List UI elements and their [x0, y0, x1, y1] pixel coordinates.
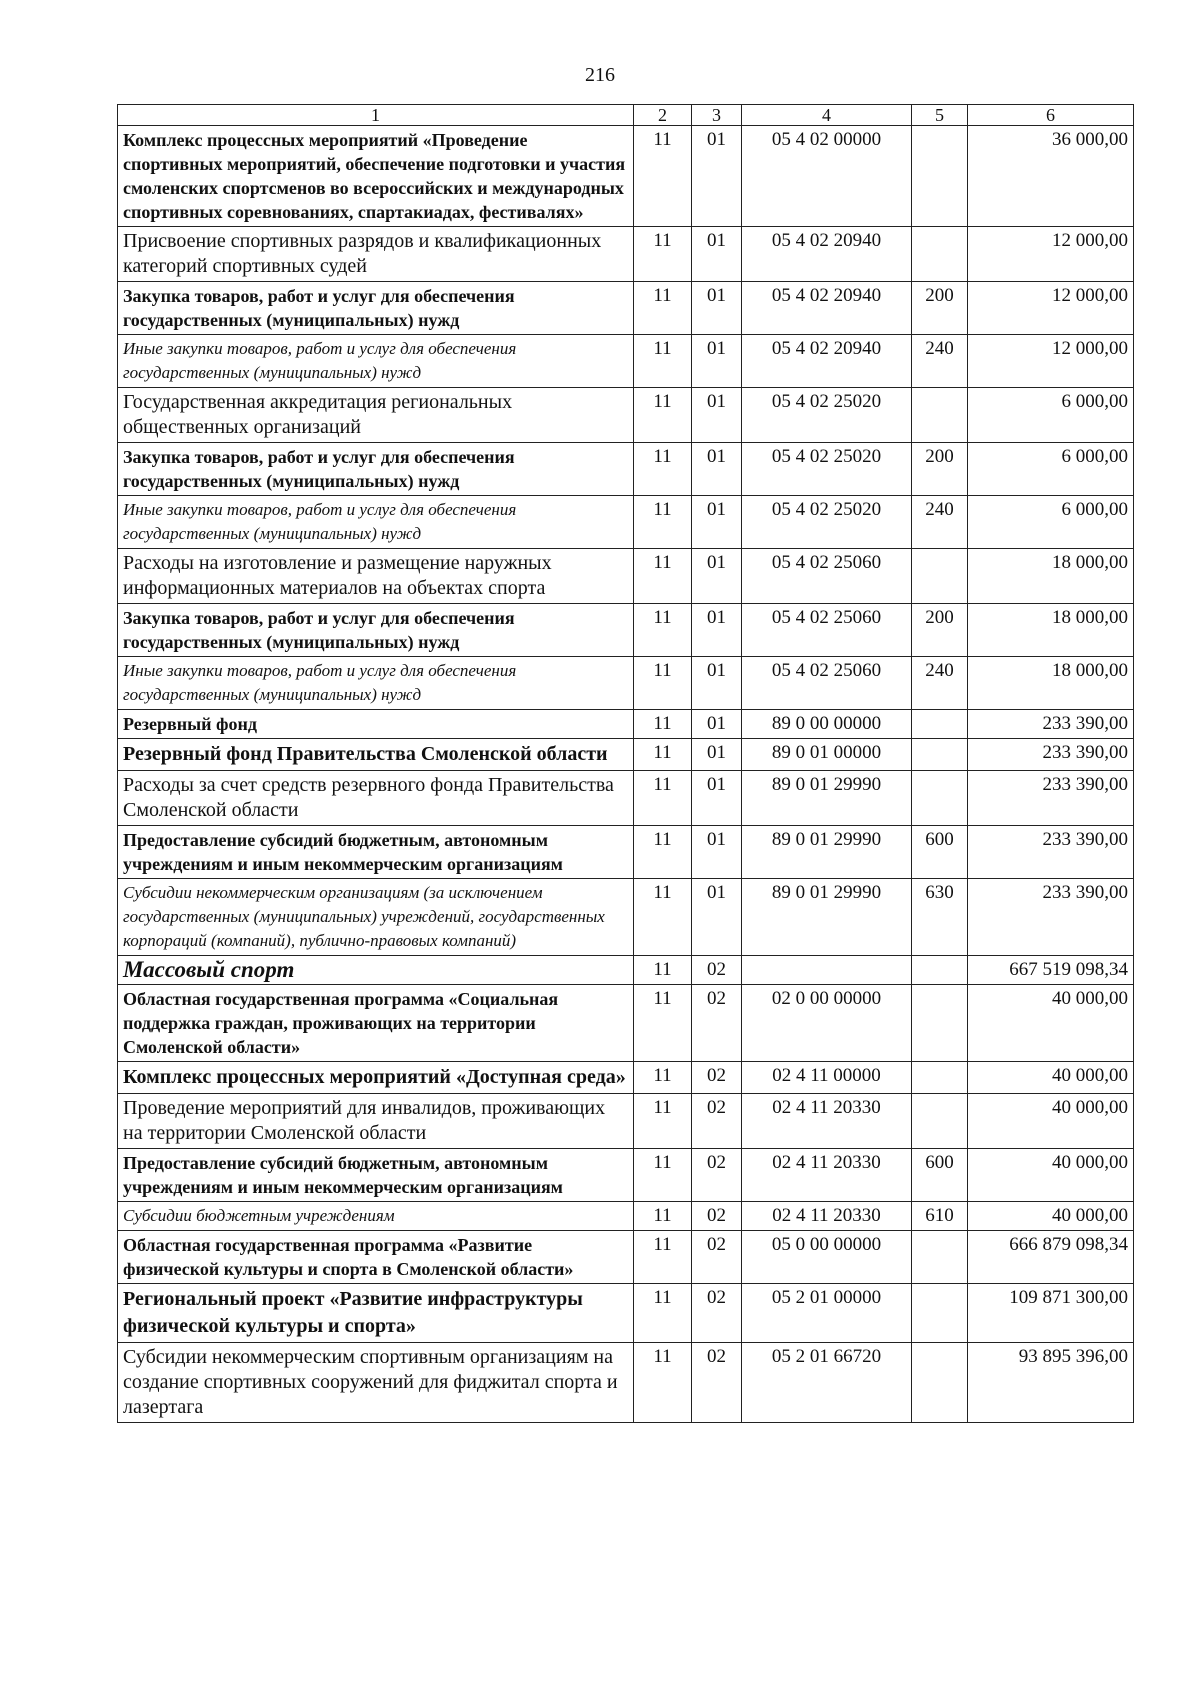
amount: 666 879 098,34 [968, 1231, 1134, 1284]
target-article-code: 02 4 11 20330 [742, 1202, 912, 1231]
target-article-code [742, 956, 912, 985]
section-code: 11 [634, 657, 692, 710]
expense-type-code [912, 771, 968, 826]
section-code: 11 [634, 549, 692, 604]
expense-type-code [912, 710, 968, 739]
target-article-code: 05 4 02 25060 [742, 549, 912, 604]
amount: 6 000,00 [968, 443, 1134, 496]
table-row [118, 549, 1134, 604]
table-row [118, 126, 1134, 227]
subsection-code: 02 [692, 1231, 742, 1284]
budget-item-name: Резервный фонд [118, 710, 634, 739]
header-cell-3: 3 [692, 105, 742, 126]
section-code: 11 [634, 227, 692, 282]
subsection-code: 01 [692, 126, 742, 227]
table-row [118, 1231, 1134, 1284]
amount: 233 390,00 [968, 879, 1134, 956]
subsection-code: 01 [692, 710, 742, 739]
target-article-code: 05 4 02 20940 [742, 282, 912, 335]
target-article-code: 05 4 02 25020 [742, 443, 912, 496]
table-row [118, 227, 1134, 282]
amount: 36 000,00 [968, 126, 1134, 227]
section-code: 11 [634, 335, 692, 388]
target-article-code: 05 4 02 25020 [742, 496, 912, 549]
expense-type-code: 200 [912, 443, 968, 496]
expense-type-code: 600 [912, 826, 968, 879]
amount: 233 390,00 [968, 739, 1134, 771]
budget-item-name: Закупка товаров, работ и услуг для обеспечения государственных (муниципальных) нужд [118, 604, 634, 657]
subsection-code: 01 [692, 496, 742, 549]
budget-item-name: Комплекс процессных мероприятий «Доступная среда» [118, 1062, 634, 1094]
expense-type-code: 200 [912, 282, 968, 335]
budget-item-name: Массовый спорт [118, 956, 634, 985]
budget-item-name: Резервный фонд Правительства Смоленской области [118, 739, 634, 771]
expense-type-code [912, 388, 968, 443]
budget-item-name: Закупка товаров, работ и услуг для обеспечения государственных (муниципальных) нужд [118, 443, 634, 496]
amount: 109 871 300,00 [968, 1284, 1134, 1343]
subsection-code: 02 [692, 985, 742, 1062]
target-article-code: 89 0 00 00000 [742, 710, 912, 739]
amount: 233 390,00 [968, 710, 1134, 739]
subsection-code: 01 [692, 879, 742, 956]
expense-type-code: 600 [912, 1149, 968, 1202]
budget-item-name: Расходы на изготовление и размещение наружных информационных материалов на объектах спорта [118, 549, 634, 604]
expense-type-code [912, 126, 968, 227]
expense-type-code: 200 [912, 604, 968, 657]
budget-item-name: Иные закупки товаров, работ и услуг для обеспечения государственных (муниципальных) нужд [118, 496, 634, 549]
subsection-code: 02 [692, 1094, 742, 1149]
target-article-code: 05 4 02 25020 [742, 388, 912, 443]
subsection-code: 01 [692, 771, 742, 826]
table-row [118, 771, 1134, 826]
budget-item-name: Проведение мероприятий для инвалидов, проживающих на территории Смоленской области [118, 1094, 634, 1149]
expense-type-code: 630 [912, 879, 968, 956]
target-article-code: 02 4 11 00000 [742, 1062, 912, 1094]
expense-type-code [912, 956, 968, 985]
target-article-code: 89 0 01 29990 [742, 879, 912, 956]
budget-item-name: Предоставление субсидий бюджетным, автономным учреждениям и иным некоммерческим организациям [118, 1149, 634, 1202]
header-cell-6: 6 [968, 105, 1134, 126]
subsection-code: 01 [692, 657, 742, 710]
section-code: 11 [634, 771, 692, 826]
table-row [118, 1149, 1134, 1202]
section-code: 11 [634, 443, 692, 496]
subsection-code: 02 [692, 1343, 742, 1423]
budget-item-name: Субсидии некоммерческим организациям (за исключением государственных (муниципальных) учреждений, государственных корпораций (компаний), публично-правовых компаний) [118, 879, 634, 956]
amount: 6 000,00 [968, 388, 1134, 443]
amount: 40 000,00 [968, 1149, 1134, 1202]
amount: 18 000,00 [968, 657, 1134, 710]
target-article-code: 05 4 02 25060 [742, 604, 912, 657]
section-code: 11 [634, 739, 692, 771]
table-row [118, 739, 1134, 771]
subsection-code: 01 [692, 388, 742, 443]
table-row [118, 496, 1134, 549]
section-code: 11 [634, 126, 692, 227]
expense-type-code [912, 1343, 968, 1423]
table-row [118, 1062, 1134, 1094]
section-code: 11 [634, 1284, 692, 1343]
expense-type-code [912, 1231, 968, 1284]
table-row [118, 604, 1134, 657]
budget-item-name: Областная государственная программа «Развитие физической культуры и спорта в Смоленской области» [118, 1231, 634, 1284]
section-code: 11 [634, 1343, 692, 1423]
section-code: 11 [634, 956, 692, 985]
expense-type-code [912, 549, 968, 604]
amount: 40 000,00 [968, 1062, 1134, 1094]
subsection-code: 02 [692, 956, 742, 985]
target-article-code: 89 0 01 00000 [742, 739, 912, 771]
amount: 40 000,00 [968, 1202, 1134, 1231]
page-number: 216 [585, 64, 615, 86]
subsection-code: 02 [692, 1149, 742, 1202]
subsection-code: 01 [692, 604, 742, 657]
subsection-code: 01 [692, 282, 742, 335]
budget-item-name: Иные закупки товаров, работ и услуг для обеспечения государственных (муниципальных) нужд [118, 657, 634, 710]
section-code: 11 [634, 1202, 692, 1231]
amount: 40 000,00 [968, 985, 1134, 1062]
header-cell-2: 2 [634, 105, 692, 126]
expense-type-code: 240 [912, 657, 968, 710]
section-code: 11 [634, 282, 692, 335]
table-row [118, 388, 1134, 443]
subsection-code: 01 [692, 443, 742, 496]
table-row [118, 710, 1134, 739]
table-row [118, 1202, 1134, 1231]
amount: 18 000,00 [968, 604, 1134, 657]
table-row [118, 985, 1134, 1062]
expense-type-code [912, 985, 968, 1062]
table-row [118, 657, 1134, 710]
budget-item-name: Областная государственная программа «Социальная поддержка граждан, проживающих на территории Смоленской области» [118, 985, 634, 1062]
table-row [118, 282, 1134, 335]
budget-table [117, 104, 1134, 1423]
budget-item-name: Присвоение спортивных разрядов и квалификационных категорий спортивных судей [118, 227, 634, 282]
budget-item-name: Субсидии некоммерческим спортивным организациям на создание спортивных сооружений для фиджитал спорта и лазертага [118, 1343, 634, 1423]
amount: 12 000,00 [968, 335, 1134, 388]
amount: 667 519 098,34 [968, 956, 1134, 985]
target-article-code: 05 4 02 25060 [742, 657, 912, 710]
table-row [118, 1094, 1134, 1149]
target-article-code: 05 0 00 00000 [742, 1231, 912, 1284]
subsection-code: 02 [692, 1202, 742, 1231]
subsection-code: 01 [692, 739, 742, 771]
expense-type-code [912, 1062, 968, 1094]
budget-item-name: Комплекс процессных мероприятий «Проведение спортивных мероприятий, обеспечение подготовки и участия смоленских спортсменов во всероссийских и международных спортивных соревнованиях, спартакиадах, фестивалях» [118, 126, 634, 227]
budget-item-name: Предоставление субсидий бюджетным, автономным учреждениям и иным некоммерческим организациям [118, 826, 634, 879]
section-code: 11 [634, 1149, 692, 1202]
expense-type-code [912, 227, 968, 282]
amount: 40 000,00 [968, 1094, 1134, 1149]
subsection-code: 02 [692, 1062, 742, 1094]
section-code: 11 [634, 1231, 692, 1284]
table-row [118, 879, 1134, 956]
target-article-code: 05 4 02 20940 [742, 335, 912, 388]
budget-item-name: Закупка товаров, работ и услуг для обеспечения государственных (муниципальных) нужд [118, 282, 634, 335]
expense-type-code: 610 [912, 1202, 968, 1231]
subsection-code: 02 [692, 1284, 742, 1343]
target-article-code: 05 2 01 00000 [742, 1284, 912, 1343]
section-code: 11 [634, 1062, 692, 1094]
target-article-code: 02 0 00 00000 [742, 985, 912, 1062]
section-code: 11 [634, 879, 692, 956]
expense-type-code: 240 [912, 335, 968, 388]
budget-item-name: Субсидии бюджетным учреждениям [118, 1202, 634, 1231]
subsection-code: 01 [692, 549, 742, 604]
amount: 12 000,00 [968, 282, 1134, 335]
header-cell-5: 5 [912, 105, 968, 126]
expense-type-code: 240 [912, 496, 968, 549]
expense-type-code [912, 1284, 968, 1343]
amount: 93 895 396,00 [968, 1343, 1134, 1423]
section-code: 11 [634, 1094, 692, 1149]
section-code: 11 [634, 710, 692, 739]
amount: 233 390,00 [968, 771, 1134, 826]
target-article-code: 89 0 01 29990 [742, 771, 912, 826]
budget-item-name: Иные закупки товаров, работ и услуг для обеспечения государственных (муниципальных) нужд [118, 335, 634, 388]
section-code: 11 [634, 496, 692, 549]
section-code: 11 [634, 604, 692, 657]
expense-type-code [912, 739, 968, 771]
table-row [118, 826, 1134, 879]
budget-item-name: Государственная аккредитация региональных общественных организаций [118, 388, 634, 443]
target-article-code: 05 4 02 20940 [742, 227, 912, 282]
subsection-code: 01 [692, 335, 742, 388]
table-row [118, 956, 1134, 985]
budget-item-name: Расходы за счет средств резервного фонда Правительства Смоленской области [118, 771, 634, 826]
target-article-code: 02 4 11 20330 [742, 1094, 912, 1149]
table-row [118, 1284, 1134, 1343]
amount: 18 000,00 [968, 549, 1134, 604]
header-cell-4: 4 [742, 105, 912, 126]
expense-type-code [912, 1094, 968, 1149]
amount: 6 000,00 [968, 496, 1134, 549]
table-body [118, 105, 1134, 1423]
subsection-code: 01 [692, 826, 742, 879]
target-article-code: 02 4 11 20330 [742, 1149, 912, 1202]
subsection-code: 01 [692, 227, 742, 282]
header-cell-1: 1 [118, 105, 634, 126]
table-row [118, 443, 1134, 496]
target-article-code: 89 0 01 29990 [742, 826, 912, 879]
header-row [118, 105, 1134, 126]
amount: 233 390,00 [968, 826, 1134, 879]
table-row [118, 335, 1134, 388]
target-article-code: 05 4 02 00000 [742, 126, 912, 227]
section-code: 11 [634, 388, 692, 443]
budget-item-name: Региональный проект «Развитие инфраструктуры физической культуры и спорта» [118, 1284, 634, 1343]
amount: 12 000,00 [968, 227, 1134, 282]
section-code: 11 [634, 985, 692, 1062]
section-code: 11 [634, 826, 692, 879]
target-article-code: 05 2 01 66720 [742, 1343, 912, 1423]
table-row [118, 1343, 1134, 1423]
